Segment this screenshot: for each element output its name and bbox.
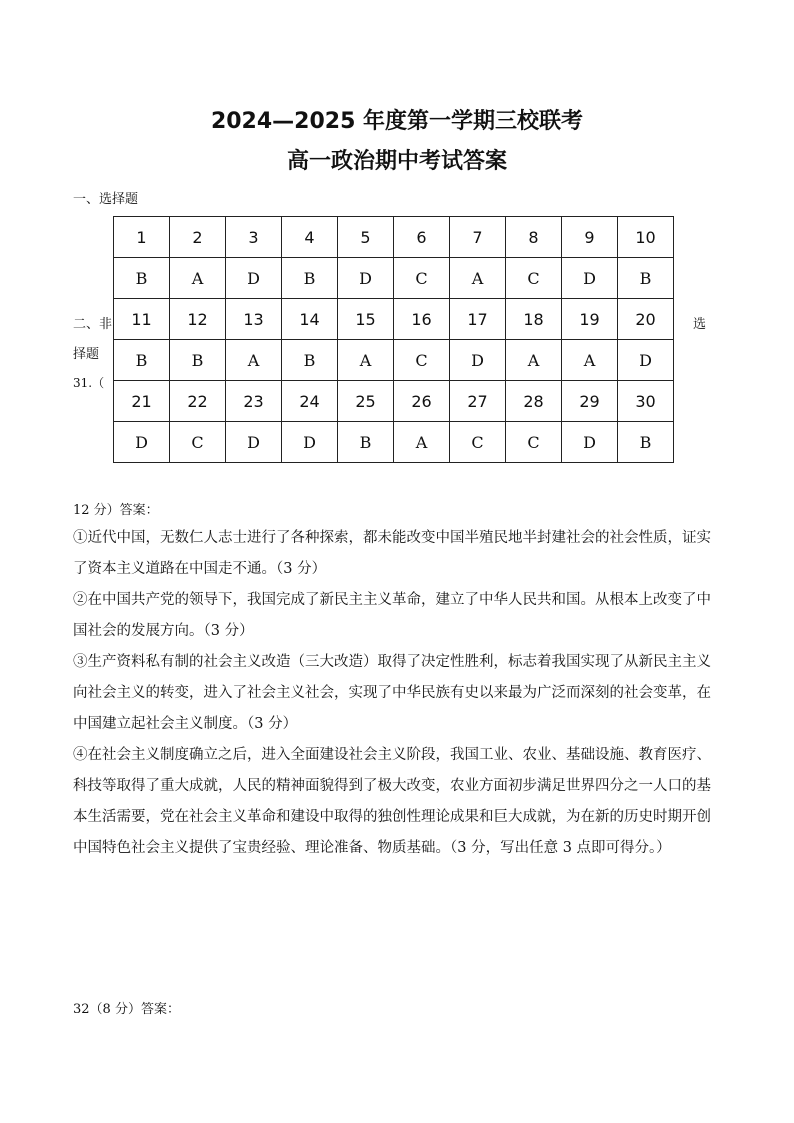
question-number-cell: 18 [506,299,562,340]
question-number-cell: 4 [282,217,338,258]
answer-letter-cell: B [282,258,338,299]
answer-letter-cell: A [170,258,226,299]
answer-letter-cell: C [170,422,226,463]
q31-header: 12 分）答案： [73,503,159,518]
answer-letter-cell: C [394,340,450,381]
question-number-cell: 2 [170,217,226,258]
section-nonchoice-heading-left: 二、非 [73,317,113,332]
question-number-cell: 29 [562,381,618,422]
answer-letter-cell: C [450,422,506,463]
answer-letter-cell: A [338,340,394,381]
question-number-row [114,217,674,258]
answer-letter-cell: A [450,258,506,299]
question-number-cell: 21 [114,381,170,422]
question-number-cell: 28 [506,381,562,422]
question-number-cell: 7 [450,217,506,258]
answer-letter-cell: C [506,258,562,299]
answer-letter-cell: B [114,340,170,381]
answer-letter-cell: D [450,340,506,381]
q31-answer-block [73,523,723,864]
question-number-row [114,299,674,340]
question-number-cell: 25 [338,381,394,422]
answer-point-2: ②在中国共产党的领导下，我国完成了新民主主义革命，建立了中华人民共和国。从根本上改变了中国社会的发展方向。（3 分） [73,592,711,639]
section-choice-heading: 一、选择题 [73,192,139,207]
answer-letter-cell: B [170,340,226,381]
question-number-cell: 3 [226,217,282,258]
question-number-cell: 19 [562,299,618,340]
question-number-cell: 10 [618,217,674,258]
question-number-cell: 11 [114,299,170,340]
section-nonchoice-heading-right: 选 [693,317,707,332]
question-number-cell: 13 [226,299,282,340]
answer-letter-cell: B [618,258,674,299]
answer-letter-cell: B [338,422,394,463]
exam-subtitle: 高一政治期中考试答案 [286,149,507,174]
question-number-row [114,381,674,422]
answer-letter-cell: D [618,340,674,381]
question-number-cell: 6 [394,217,450,258]
exam-title: 2024—2025 年度第一学期三校联考 [210,109,584,134]
answer-letter-cell: D [226,422,282,463]
question-number-cell: 14 [282,299,338,340]
q31-prefix: 31.（ [73,376,105,390]
section-nonchoice-heading-tail: 择题 [73,347,100,362]
question-number-cell: 30 [618,381,674,422]
answer-letter-cell: B [618,422,674,463]
answer-letter-cell: D [114,422,170,463]
question-number-cell: 26 [394,381,450,422]
answer-letter-row [114,258,674,299]
question-number-cell: 5 [338,217,394,258]
question-number-cell: 9 [562,217,618,258]
answer-letter-cell: D [338,258,394,299]
answer-letter-cell: A [562,340,618,381]
question-number-cell: 15 [338,299,394,340]
question-number-cell: 27 [450,381,506,422]
answer-point-3: ③生产资料私有制的社会主义改造（三大改造）取得了决定性胜利，标志着我国实现了从新民主主义向社会主义的转变，进入了社会主义社会，实现了中华民族有史以来最为广泛而深刻的社会变革，在中国建立起社会主义制度。（3 分） [73,654,711,732]
answer-letter-cell: A [394,422,450,463]
answer-letter-cell: A [226,340,282,381]
answer-letter-cell: B [282,340,338,381]
answer-letter-row [114,340,674,381]
answer-letter-cell: C [394,258,450,299]
question-number-cell: 16 [394,299,450,340]
answer-letter-cell: D [226,258,282,299]
answer-letter-row [114,422,674,463]
answer-letter-cell: D [562,258,618,299]
question-number-cell: 24 [282,381,338,422]
answer-letter-cell: C [506,422,562,463]
question-number-cell: 17 [450,299,506,340]
answer-letter-cell: D [562,422,618,463]
q32-header: 32（8 分）答案： [73,1002,180,1017]
question-number-cell: 22 [170,381,226,422]
question-number-cell: 23 [226,381,282,422]
question-number-cell: 12 [170,299,226,340]
answer-point-4: ④在社会主义制度确立之后，进入全面建设社会主义阶段，我国工业、农业、基础设施、教育医疗、科技等取得了重大成就，人民的精神面貌得到了极大改变，农业方面初步满足世界四分之一人口的基本生活需要，党在社会主义革命和建设中取得的独创性理论成果和巨大成就，为在新的历史时期开创中国特色社会主义提供了宝贵经验、理论准备、物质基础。（3 分，写出任意 3 点即可得分。） [73,747,711,856]
question-number-cell: 8 [506,217,562,258]
answer-letter-cell: D [282,422,338,463]
answer-point-1: ①近代中国，无数仁人志士进行了各种探索，都未能改变中国半殖民地半封建社会的社会性质，证实了资本主义道路在中国走不通。（3 分） [73,530,711,577]
answer-letter-cell: B [114,258,170,299]
answer-letter-cell: A [506,340,562,381]
answer-table [113,216,674,463]
question-number-cell: 20 [618,299,674,340]
question-number-cell: 1 [114,217,170,258]
